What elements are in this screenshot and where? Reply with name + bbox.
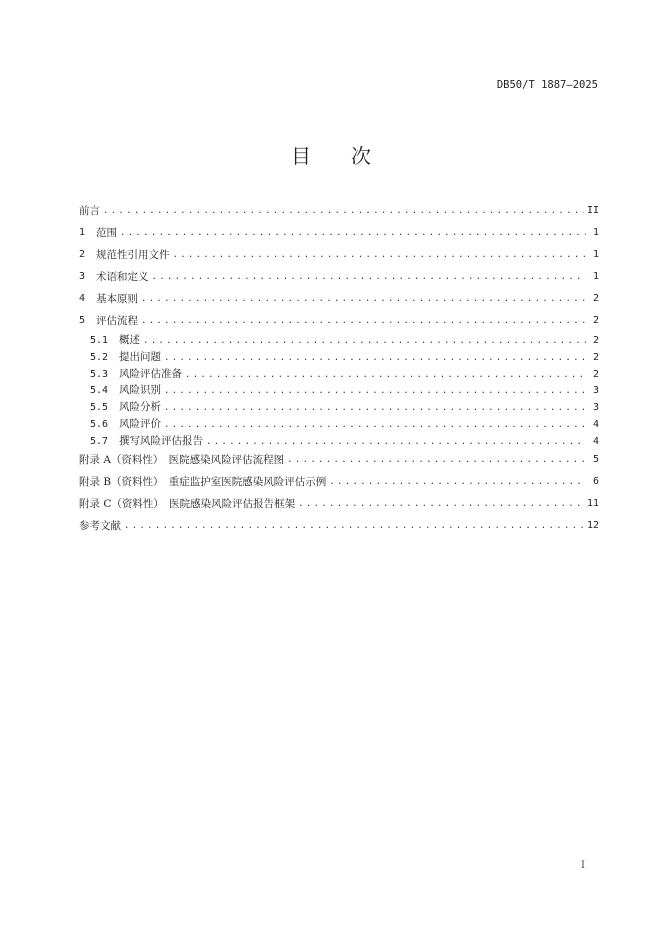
leader-dots [185,367,586,384]
toc-page: 12 [586,520,599,532]
toc-subentry-5-3[interactable] [79,366,599,383]
toc-subentry-5-2[interactable] [79,349,599,366]
toc-number: 3 [79,270,86,282]
toc-label: 风险评估准备 [119,367,182,380]
toc-entry-scope[interactable] [79,222,599,244]
leader-dots [164,350,586,367]
leader-dots [164,400,586,417]
toc-label: 概述 [119,334,140,346]
toc-entry-bibliography[interactable] [79,516,599,538]
toc-subentry-5-6[interactable] [79,416,599,433]
toc-page: 2 [592,368,599,380]
page-title [0,140,662,169]
toc-number: 5.6 [90,418,109,430]
toc-page: 2 [592,292,599,304]
toc-entry-appendix-a[interactable] [79,450,599,472]
toc-page: 5 [592,454,599,466]
toc-page: 4 [592,435,599,447]
leader-dots [298,496,584,513]
leader-dots [141,313,586,330]
toc-label: 参考文献 [79,520,121,533]
toc-page: 1 [592,270,599,282]
title-part-1: 目 [291,144,311,168]
toc-entry-foreword[interactable] [79,200,599,222]
toc-label: 风险识别 [119,384,161,397]
toc-entry-principles[interactable] [79,288,599,310]
toc-number: 5.3 [90,368,109,380]
toc-label: 风险评价 [119,417,161,430]
toc-label: 撰写风险评估报告 [119,434,203,447]
toc-label: 附录 B（资料性） 重症监护室医院感染风险评估示例 [79,476,327,489]
table-of-contents [79,200,599,538]
toc-entry-appendix-c[interactable] [79,494,599,516]
toc-page: 6 [592,476,599,488]
toc-entry-terms[interactable] [79,266,599,288]
toc-label: 风险分析 [119,401,161,414]
toc-page: 4 [592,418,599,430]
toc-subentry-5-7[interactable] [79,433,599,450]
toc-number: 5.2 [90,351,109,363]
toc-entry-appendix-b[interactable] [79,472,599,494]
toc-number: 4 [79,292,86,304]
leader-dots [124,518,584,535]
toc-number: 5.4 [90,385,109,397]
toc-number: 5 [79,314,86,326]
leader-dots [173,247,587,264]
leader-dots [143,333,586,350]
toc-number: 5.1 [90,335,109,346]
document-code: DB50/T 1887—2025 [496,79,598,91]
leader-dots [164,383,586,400]
toc-page: 3 [592,385,599,397]
toc-page: 2 [592,335,599,346]
toc-number: 5.5 [90,402,109,414]
toc-label: 范围 [96,226,117,239]
toc-label: 提出问题 [119,350,161,363]
leader-dots [103,203,584,220]
toc-label: 术语和定义 [96,270,149,283]
toc-page: 1 [592,226,599,238]
toc-label: 附录 A（资料性） 医院感染风险评估流程图 [79,454,285,467]
toc-page: 2 [592,314,599,326]
toc-entry-normative-references[interactable] [79,244,599,266]
toc-label: 基本原则 [96,292,138,305]
toc-page: 2 [592,351,599,363]
title-part-2: 次 [351,144,371,168]
toc-number: 2 [79,248,86,260]
toc-label: 附录 C（资料性） 医院感染风险评估报告框架 [79,498,296,511]
leader-dots [287,452,586,469]
toc-entry-process[interactable] [79,310,599,332]
toc-page: 3 [592,402,599,414]
toc-subentry-5-4[interactable] [79,382,599,399]
toc-page: 11 [586,498,599,510]
toc-page: 1 [592,248,599,260]
toc-label: 规范性引用文件 [96,248,170,261]
page-number: I [581,860,585,871]
toc-number: 5.7 [90,435,109,447]
leader-dots [329,474,586,491]
leader-dots [164,417,586,434]
toc-label: 前言 [79,204,100,217]
toc-page: II [586,204,599,216]
toc-number: 1 [79,226,86,238]
leader-dots [152,269,587,286]
toc-subentry-5-5[interactable] [79,399,599,416]
leader-dots [120,225,586,242]
leader-dots [141,291,586,308]
leader-dots [206,434,586,451]
toc-subentry-5-1[interactable] [79,332,599,349]
toc-label: 评估流程 [96,314,138,327]
